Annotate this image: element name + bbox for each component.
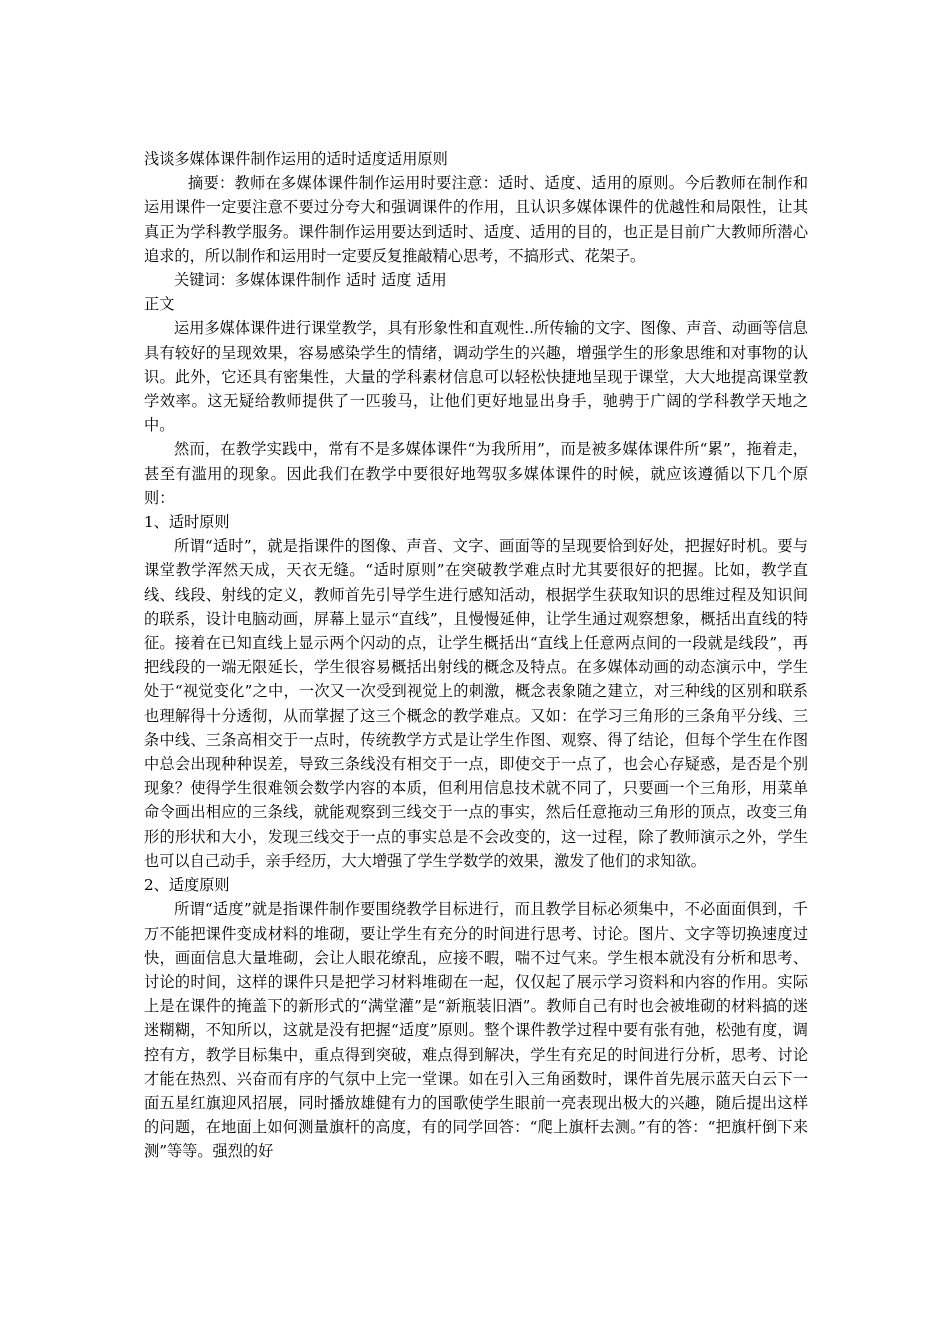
document-title: 浅谈多媒体课件制作运用的适时适度适用原则 bbox=[144, 150, 448, 168]
intro-paragraph-1: 运用多媒体课件进行课堂教学，具有形象性和直观性..所传输的文字、图像、声音、动画等信息具有较好的呈现效果，容易感染学生的情绪，调动学生的兴趣，增强学生的形象思维和对事物的认识。此外，它还具有密集性，大量的学科素材信息可以轻松快捷地呈现于课堂，大大地提高课堂教学效率。这无疑给教师提供了一匹骏马，让他们更好地显出身手，驰骋于广阔的学科教学天地之中。 bbox=[144, 319, 808, 435]
body-label: 正文 bbox=[144, 295, 175, 314]
abstract-paragraph: 摘要：教师在多媒体课件制作运用时要注意：适时、适度、适用的原则。今后教师在制作和运用课件一定要注意不要过分夸大和强调课件的作用，且认识多媒体课件的优越性和局限性，让其真正为学科教学服务。课件制作运用要达到适时、适度、适用的目的，也正是目前广大教师所潜心追求的，所以制作和运用时一定要反复推敲精心思考，不搞形式、花架子。 bbox=[144, 174, 808, 265]
document-page bbox=[144, 147, 808, 1164]
section-paragraph-moderate: 所谓“适度”就是指课件制作要围绕教学目标进行，而且教学目标必须集中，不必面面俱到，千万不能把课件变成材料的堆砌，要让学生有充分的时间进行思考、讨论。图片、文字等切换速度过快，画面信息大量堆砌，会让人眼花缭乱，应接不暇，喘不过气来。学生根本就没有分析和思考、讨论的时间，这样的课件只是把学习材料堆砌在一起，仅仅起了展示学习资料和内容的作用。实际上是在课件的掩盖下的新形式的“满堂灌”是“新瓶装旧酒”。教师自己有时也会被堆砌的材料搞的迷迷糊糊，不知所以，这就是没有把握“适度”原则。整个课件教学过程中要有张有弛，松弛有度，调控有方，教学目标集中，重点得到突破，难点得到解决，学生有充足的时间进行分析，思考、讨论才能在热烈、兴奋而有序的气氛中上完一堂课。如在引入三角函数时，课件首先展示蓝天白云下一面五星红旗迎风招展，同时播放雄健有力的国歌使学生眼前一亮表现出极大的兴趣，随后提出这样的问题，在地面上如何测量旗杆的高度，有的同学回答：“爬上旗杆去测。”有的答：“把旗杆倒下来测”等等。强烈的好 bbox=[144, 900, 808, 1161]
section-paragraph-timely: 所谓“适时”，就是指课件的图像、声音、文字、画面等的呈现要恰到好处，把握好时机。要与课堂教学浑然天成，天衣无缝。“适时原则”在突破教学难点时尤其要很好的把握。比如，教学直线、线段、射线的定义，教师首先引导学生进行感知活动，根据学生获取知识的思维过程及知识间的联系，设计电脑动画，屏幕上显示“直线”，且慢慢延伸，让学生通过观察想象，概括出直线的特征。接着在已知直线上显示两个闪动的点，让学生概括出“直线上任意两点间的一段就是线段”，再把线段的一端无限延长，学生很容易概括出射线的概念及特点。在多媒体动画的动态演示中，学生处于“视觉变化”之中，一次又一次受到视觉上的刺激，概念表象随之建立，对三种线的区别和联系也理解得十分透彻，从而掌握了这三个概念的教学难点。又如：在学习三角形的三条角平分线、三条中线、三条高相交于一点时，传统教学方式是让学生作图、观察、得了结论，但每个学生在作图中总会出现种种误差，导致三条线没有相交于一点，即使交于一点了，也会心存疑惑，是否是个别现象？使得学生很难领会数学内容的本质，但利用信息技术就不同了，只要画一个三角形，用菜单命令画出相应的三条线，就能观察到三线交于一点的事实，然后任意拖动三角形的顶点，改变三角形的形状和大小，发现三线交于一点的事实总是不会改变的，这一过程，除了教师演示之外，学生也可以自己动手，亲手经历，大大增强了学生学数学的效果，激发了他们的求知欲。 bbox=[144, 537, 808, 870]
intro-paragraph-2: 然而，在教学实践中，常有不是多媒体课件“为我所用”，而是被多媒体课件所“累”，拖着走，甚至有滥用的现象。因此我们在教学中要很好地驾驭多媒体课件的时候，就应该遵循以下几个原则： bbox=[144, 440, 808, 507]
section-heading-moderate: 2、适度原则 bbox=[144, 876, 230, 895]
section-heading-timely: 1、适时原则 bbox=[144, 513, 230, 532]
keywords-line: 关键词：多媒体课件制作 适时 适度 适用 bbox=[174, 271, 447, 290]
